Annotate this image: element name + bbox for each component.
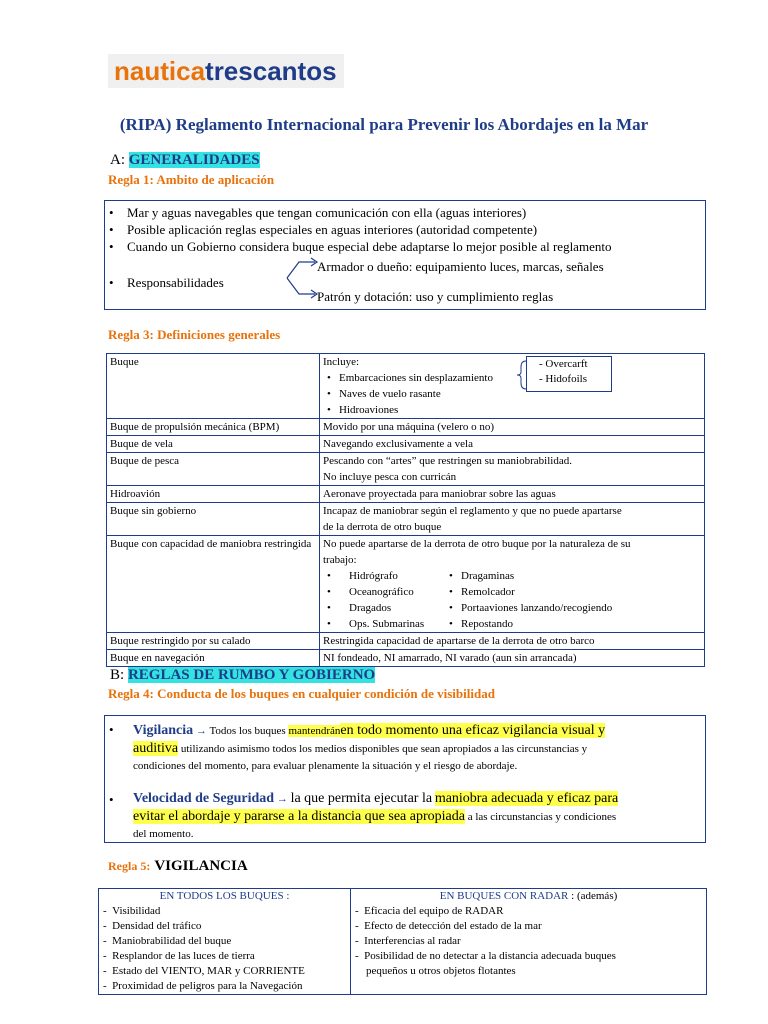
table-row bbox=[107, 486, 705, 503]
text-span: la que permita ejecutar la bbox=[290, 791, 433, 806]
highlight-span: mantendrán bbox=[288, 725, 341, 737]
highlight-span: evitar el abordaje y pararse a la distancia que sea apropiada bbox=[133, 809, 465, 824]
list-item: - Posibilidad de no detectar a la distancia adecuada buques bbox=[355, 950, 616, 962]
highlight-span: en todo momento una eficaz vigilancia visual y bbox=[340, 723, 606, 738]
section-b-prefix: B: bbox=[110, 667, 125, 683]
term-cell: Hidroavión bbox=[107, 486, 320, 503]
definition-cell: NI fondeado, NI amarrado, NI varado (aun sin arrancada) bbox=[320, 650, 705, 667]
todos-buques-cell bbox=[99, 889, 351, 995]
definition-cell bbox=[320, 536, 705, 633]
definition-cell bbox=[320, 503, 705, 536]
logo-part-1: nautica bbox=[114, 56, 206, 86]
brace-icon bbox=[516, 360, 528, 390]
list-item: • Posible aplicación reglas especiales en aguas interiores (autoridad competente) bbox=[105, 221, 705, 238]
list-item: - Interferencias al radar bbox=[355, 935, 461, 947]
text-line: del momento. bbox=[133, 828, 194, 840]
highlight-span: maniobra adecuada y eficaz para bbox=[434, 791, 619, 806]
list-item: • Oceanográfico bbox=[323, 584, 445, 600]
definition-line: de la derrota de otro buque bbox=[323, 521, 442, 533]
definition-cell bbox=[320, 453, 705, 486]
regla-1-list bbox=[105, 204, 705, 291]
table-row bbox=[107, 503, 705, 536]
text-span: a las circunstancias y condiciones bbox=[467, 811, 617, 823]
list-item: • Mar y aguas navegables que tengan comunicación con ella (aguas interiores) bbox=[105, 204, 705, 221]
regla-4-box bbox=[104, 715, 706, 843]
regla-5-heading bbox=[108, 857, 248, 875]
definition-line: No puede apartarse de la derrota de otro buque por la naturaleza de su bbox=[323, 538, 631, 550]
text-span: utilizando asimismo todos los medios disponibles que sean apropiados a las circunstancias y bbox=[180, 743, 588, 755]
regla-4-heading: Regla 4: Conducta de los buques en cualquier condición de visibilidad bbox=[108, 686, 495, 701]
regla-1-box bbox=[104, 200, 706, 310]
table-row bbox=[107, 650, 705, 667]
todos-buques-title: EN TODOS LOS BUQUES : bbox=[159, 890, 290, 902]
list-item: • Ops. Submarinas bbox=[323, 616, 445, 632]
responsabilidad-patron: Patrón y dotación: uso y cumplimiento reglas bbox=[317, 289, 554, 304]
term-cell: Buque bbox=[107, 354, 320, 419]
list-item: • Remolcador bbox=[445, 584, 612, 600]
logo-part-2: trescantos bbox=[205, 56, 337, 86]
definiciones-table bbox=[106, 353, 705, 667]
trabajos-list-1 bbox=[323, 568, 445, 632]
list-item: • Dragados bbox=[323, 600, 445, 616]
bullet-vigilancia: • bbox=[109, 722, 114, 737]
term-cell: Buque restringido por su calado bbox=[107, 633, 320, 650]
list-item: - Proximidad de peligros para la Navegación bbox=[103, 980, 303, 992]
sub-types-box bbox=[526, 356, 612, 392]
list-item: • Embarcaciones sin desplazamiento bbox=[323, 370, 701, 386]
text-line: condiciones del momento, para evaluar plenamente la situación y el riesgo de abordaje. bbox=[133, 760, 518, 772]
definition-cell: Aeronave proyectada para maniobrar sobre las aguas bbox=[320, 486, 705, 503]
term-cell: Buque de propulsión mecánica (BPM) bbox=[107, 419, 320, 436]
list-item: - Efecto de detección del estado de la mar bbox=[355, 920, 542, 932]
section-a-label: GENERALIDADES bbox=[128, 152, 260, 168]
term-cell: Buque de pesca bbox=[107, 453, 320, 486]
list-item: pequeños u otros objetos flotantes bbox=[366, 965, 516, 977]
table-row bbox=[107, 536, 705, 633]
section-a-prefix: A: bbox=[110, 152, 125, 168]
site-logo[interactable] bbox=[108, 54, 344, 88]
branch-arrow-icon bbox=[285, 256, 321, 302]
definition-cell: Navegando exclusivamente a vela bbox=[320, 436, 705, 453]
table-row bbox=[107, 453, 705, 486]
term-cell: Buque de vela bbox=[107, 436, 320, 453]
incluye-label: Incluye: bbox=[323, 356, 360, 368]
definition-cell: Movido por una máquina (velero o no) bbox=[320, 419, 705, 436]
definition-cell: Restringida capacidad de apartarse de la derrota de otro barco bbox=[320, 633, 705, 650]
list-item: • Hidroaviones bbox=[323, 402, 701, 418]
term-cell: Buque sin gobierno bbox=[107, 503, 320, 536]
definition-line: Incapaz de maniobrar según el reglamento y que no puede apartarse bbox=[323, 505, 622, 517]
regla-1-heading: Regla 1: Ambito de aplicación bbox=[108, 172, 275, 187]
regla-3-heading: Regla 3: Definiciones generales bbox=[108, 327, 281, 342]
text-span: Todos los buques bbox=[209, 725, 286, 737]
list-item: • Dragaminas bbox=[445, 568, 612, 584]
list-item: - Eficacia del equipo de RADAR bbox=[355, 905, 504, 917]
right-arrow-icon: → bbox=[276, 793, 288, 805]
bullet-velocidad: • bbox=[109, 792, 114, 807]
velocidad-label: Velocidad de Seguridad bbox=[133, 791, 275, 806]
list-item: • Naves de vuelo rasante bbox=[323, 386, 701, 402]
sub-type: - Hidofoils bbox=[539, 373, 587, 385]
vigilancia-paragraph bbox=[133, 722, 703, 775]
document-title: (RIPA) Reglamento Internacional para Prevenir los Abordajes en la Mar bbox=[119, 115, 649, 134]
regla-5-prefix: Regla 5: bbox=[108, 859, 151, 873]
list-item: - Visibilidad bbox=[103, 905, 161, 917]
list-item: - Estado del VIENTO, MAR y CORRIENTE bbox=[103, 965, 305, 977]
vigilancia-label: Vigilancia bbox=[133, 723, 194, 738]
term-cell: Buque en navegación bbox=[107, 650, 320, 667]
table-row bbox=[99, 889, 707, 995]
definition-line: trabajo: bbox=[323, 554, 357, 566]
sub-type: - Overcarft bbox=[539, 358, 588, 370]
right-arrow-icon: → bbox=[195, 725, 207, 737]
definition-cell bbox=[320, 354, 705, 419]
trabajos-list-2 bbox=[445, 568, 612, 632]
buques-radar-cell bbox=[351, 889, 707, 995]
list-item: - Maniobrabilidad del buque bbox=[103, 935, 232, 947]
table-row bbox=[107, 354, 705, 419]
buques-radar-title: EN BUQUES CON RADAR : (además) bbox=[439, 890, 618, 902]
list-item: • Portaaviones lanzando/recogiendo bbox=[445, 600, 612, 616]
table-row bbox=[107, 419, 705, 436]
list-item: - Resplandor de las luces de tierra bbox=[103, 950, 255, 962]
list-item: - Densidad del tráfico bbox=[103, 920, 202, 932]
vigilancia-table bbox=[98, 888, 707, 995]
table-row bbox=[107, 633, 705, 650]
section-b-label: REGLAS DE RUMBO Y GOBIERNO bbox=[127, 667, 376, 683]
table-row bbox=[107, 436, 705, 453]
incluye-list bbox=[323, 370, 701, 418]
list-item: • Cuando un Gobierno considera buque especial debe adaptarse lo mejor posible al reglamento bbox=[105, 238, 705, 255]
list-item: • Repostando bbox=[445, 616, 612, 632]
term-cell: Buque con capacidad de maniobra restringida bbox=[107, 536, 320, 633]
section-b-heading bbox=[110, 667, 375, 684]
definition-line: No incluye pesca con curricán bbox=[323, 471, 457, 483]
trabajos-lists bbox=[323, 568, 701, 632]
highlight-span: auditiva bbox=[133, 741, 179, 756]
section-a-heading bbox=[110, 152, 260, 169]
velocidad-paragraph bbox=[133, 790, 703, 843]
responsabilidad-armador: Armador o dueño: equipamiento luces, marcas, señales bbox=[317, 259, 604, 274]
definition-line: Pescando con “artes” que restringen su maniobrabilidad. bbox=[323, 455, 572, 467]
list-item: • Responsabilidades bbox=[105, 274, 705, 291]
regla-5-title: VIGILANCIA bbox=[154, 858, 248, 874]
list-item: • Hidrógrafo bbox=[323, 568, 445, 584]
